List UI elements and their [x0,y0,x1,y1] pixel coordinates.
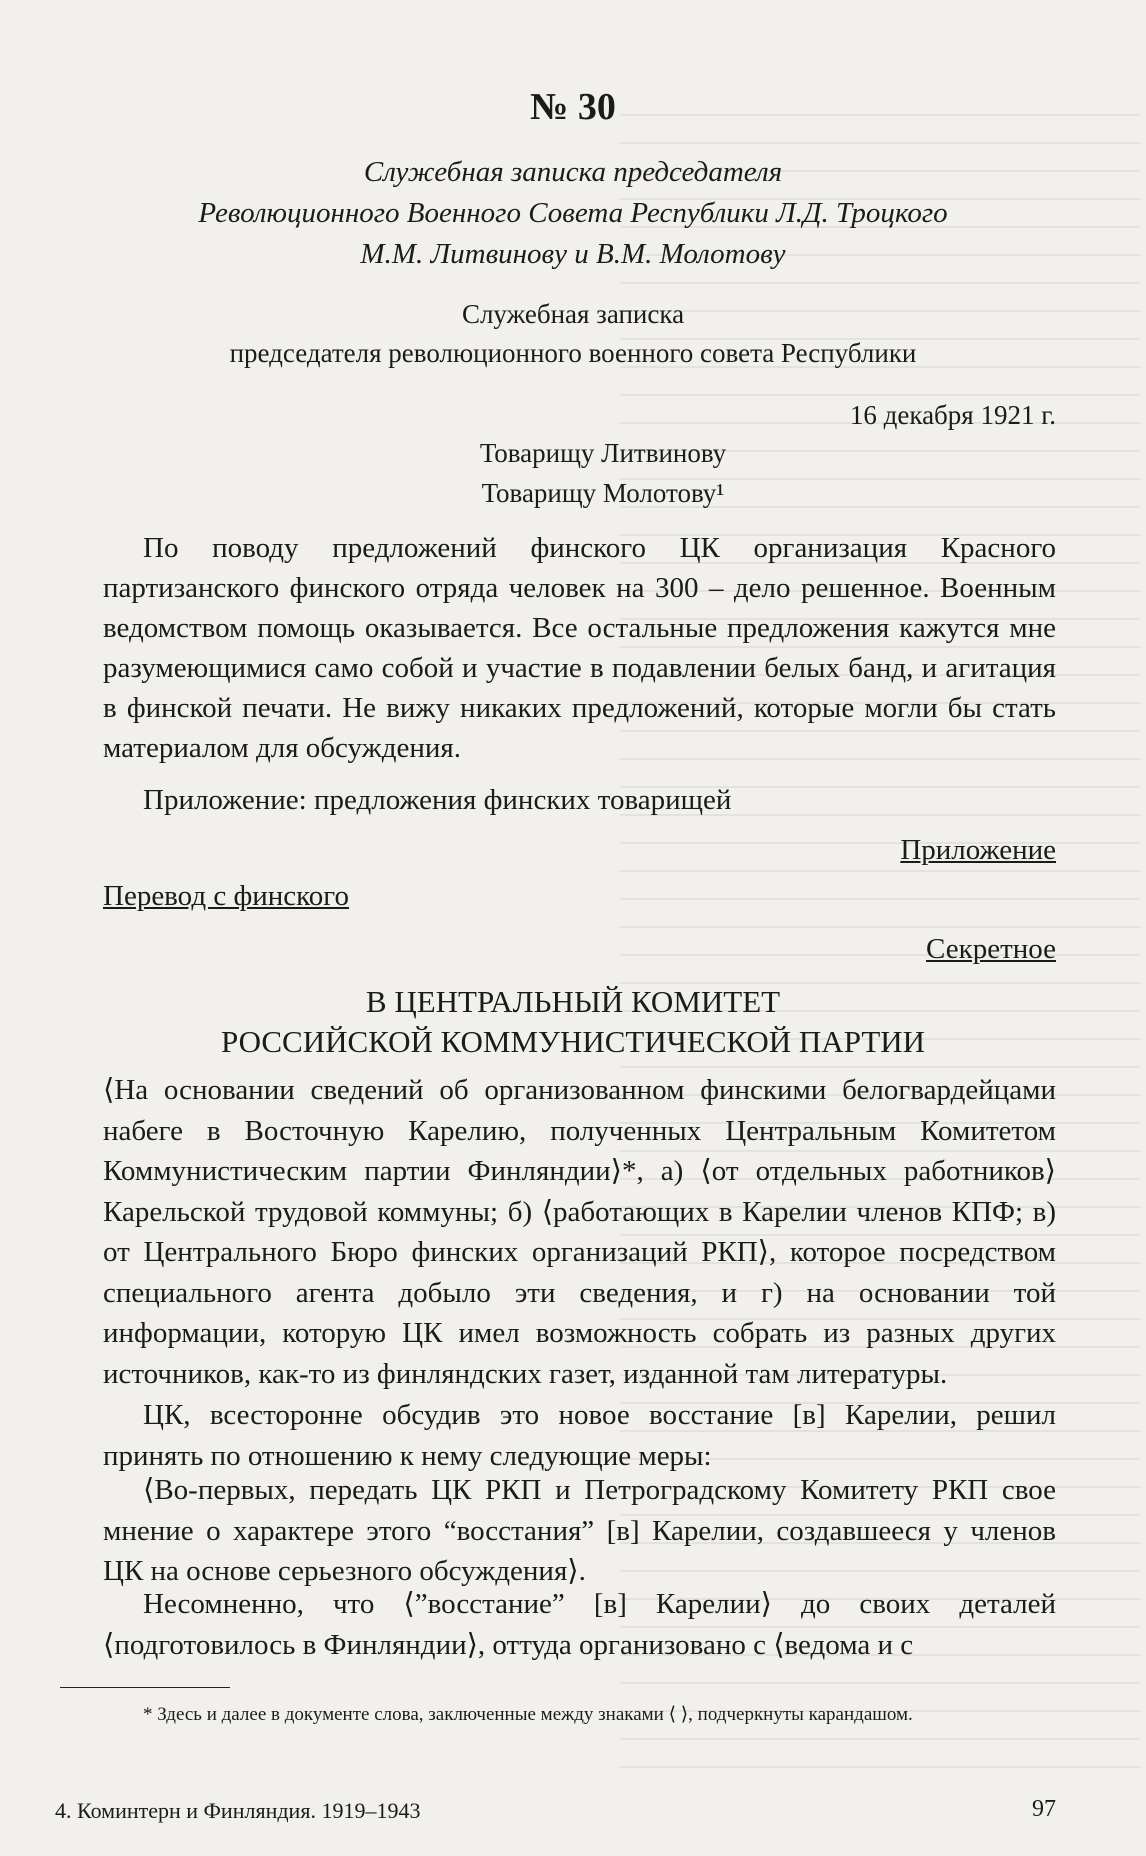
committee-line: В ЦЕНТРАЛЬНЫЙ КОМИТЕТ [365,984,781,1019]
heading-line: М.М. Литвинову и В.М. Молотову [360,238,786,270]
heading-line: Революционного Военного Совета Республики Л.Д. Троцкого [198,197,948,229]
page-number: 97 [1032,1796,1056,1822]
memo-body-paragraph: По поводу предложений финского ЦК организация Красного партизанского финского отряда человек на 300 – дело решенное. Военным ведомством помощь оказывается. Все остальные предложения кажутся мне разумеющимися само собой и участие в подавлении белых банд, и агитация в финской печати. Не вижу никаких предложений, которые могли бы стать материалом для обсуждения. [103,532,1056,764]
addressee-molotov: Товарищу Молотову¹ [481,478,725,508]
footnote-divider [60,1687,230,1688]
main-paragraph: ЦК, всесторонне обсудив это новое восстание [в] Карелии, решил принять по отношению к нему следующие меры: [103,1399,1056,1472]
subheading-line: Служебная записка [461,299,685,329]
footnote: * Здесь и далее в документе слова, заключенные между знаками ⟨ ⟩, подчеркнуты карандашом. [143,1704,913,1725]
document-number: № 30 [530,86,616,128]
main-paragraph: Несомненно, что ⟨”восстание” [в] Карелии⟩ до своих деталей ⟨подготовилось в Финляндии⟩, оттуда организовано с ⟨ведома и с [103,1588,1056,1661]
memo-subheading [100,295,1046,373]
appendix-label-text: Приложение [900,834,1056,866]
main-paragraph: ⟨Во-первых, передать ЦК РКП и Петроградскому Комитету РКП свое мнение о характере этого “восстания” [в] Карелии, создавшееся у членов ЦК на основе серьезного обсуждения⟩. [103,1474,1056,1587]
main-paragraph: ⟨На основании сведений об организованном финскими белогвардейцами набеге в Восточную Карелию, полученных Центральным Комитетом Коммунистическим партии Финляндии⟩*, а) ⟨от отдельных работников⟩ Карельской трудовой коммуны; б) ⟨работающих в Карелии членов КПФ; в) от Центрального Бюро финских организаций РКП⟩, которое посредством специального агента добыло эти сведения, и г) на основании той информации, которую ЦК имел возможность собрать из разных других источников, как-то из финляндских газет, изданной там литературы. [103,1074,1056,1390]
appendix-label [0,834,1056,867]
memo-date: 16 декабря 1921 г. [849,400,1056,430]
secret-label [0,933,1056,966]
secret-label-text: Секретное [926,933,1056,965]
document-heading [100,152,1046,275]
subheading-line: председателя революционного военного совета Республики [229,338,917,368]
appendix-reference: Приложение: предложения финских товарищей [143,784,732,816]
committee-line: РОССИЙСКОЙ КОММУНИСТИЧЕСКОЙ ПАРТИИ [220,1024,926,1059]
committee-heading [100,982,1046,1062]
translation-note: Перевод с финского [103,880,349,912]
heading-line: Служебная записка председателя [363,156,783,188]
addressee-litvinov: Товарищу Литвинову [479,438,727,468]
running-footer: 4. Коминтерн и Финляндия. 1919–1943 [55,1798,421,1823]
